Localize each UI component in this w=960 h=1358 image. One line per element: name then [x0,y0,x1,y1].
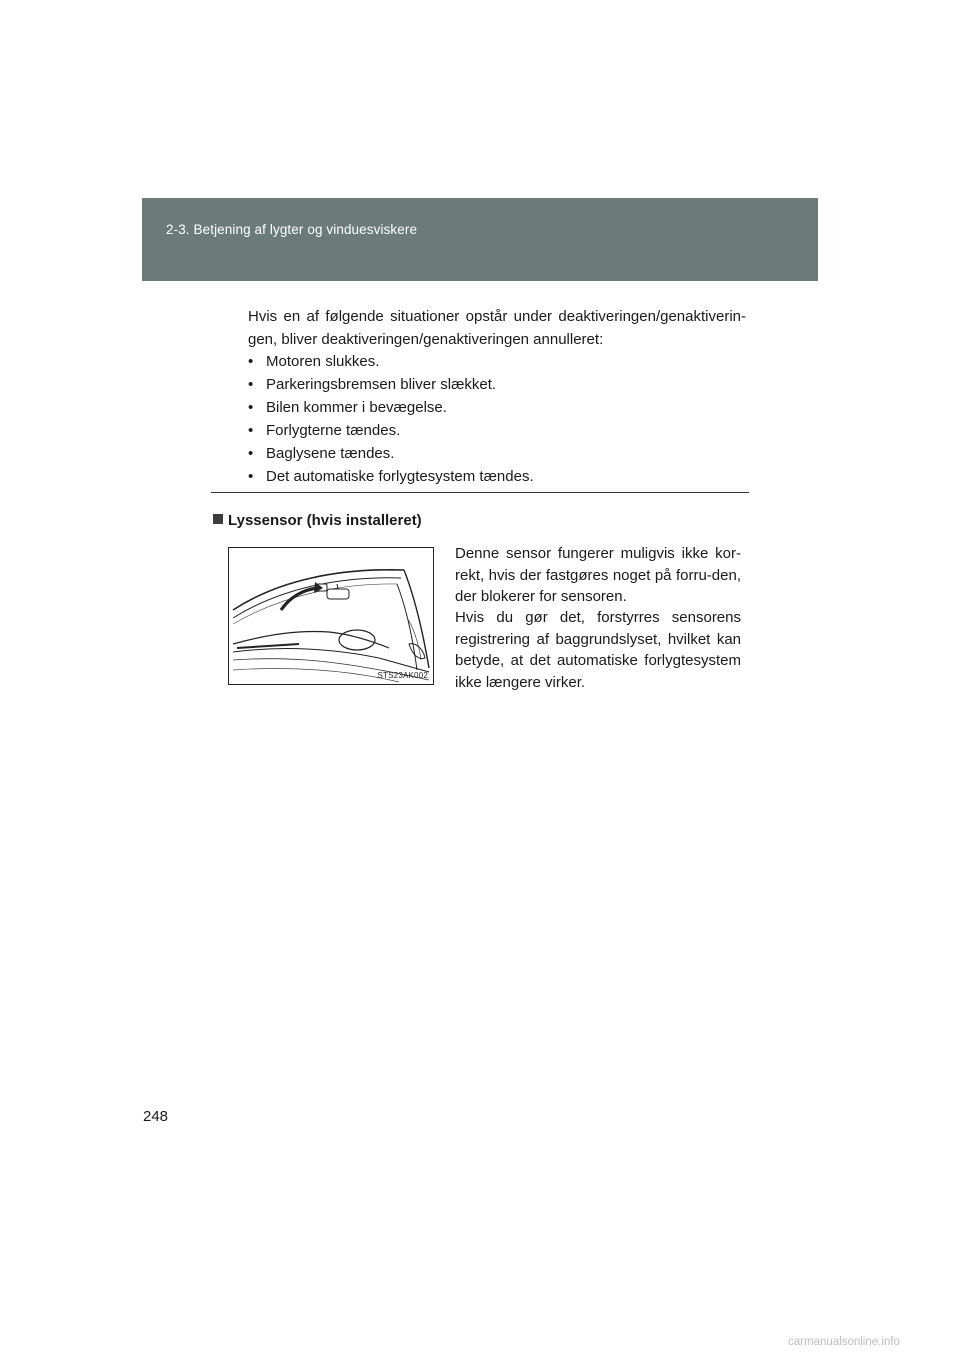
bullet-marker: • [248,445,254,462]
sensor-paragraph-1: Denne sensor fungerer muligvis ikke kor-rekt, hvis der fastgøres noget på forru-den, der blokerer for sensoren. [455,545,741,605]
list-item-text: Baglysene tændes. [266,445,395,462]
list-item [248,396,746,419]
condition-list [248,350,746,488]
watermark: carmanualsonline.info [788,1336,900,1348]
page-number: 248 [143,1108,169,1125]
list-item [248,373,746,396]
windshield-drawing [229,548,435,686]
bullet-marker: • [248,376,254,393]
list-item-text: Bilen kommer i bevægelse. [266,399,447,416]
bullet-marker: • [248,422,254,439]
intro-paragraph: Hvis en af følgende situationer opstår under deaktiveringen/genaktiverin-gen, bliver deaktiveringen/genaktiveringen annulleret: [248,308,746,348]
section-heading [213,512,422,529]
list-item [248,350,746,373]
section-header-band [142,198,818,281]
section-heading-text: Lyssensor (hvis installeret) [228,512,422,529]
bullet-marker: • [248,468,254,485]
section-divider [211,492,749,493]
bullet-marker: • [248,399,254,416]
list-item [248,442,746,465]
figure-code: STS23AK002 [377,671,428,680]
list-item [248,465,746,488]
bullet-marker: • [248,353,254,370]
windshield-sensor-illustration [228,547,434,685]
section-title: 2-3. Betjening af lygter og vinduesviskere [166,222,418,237]
list-item-text: Parkeringsbremsen bliver slækket. [266,376,497,393]
list-item-text: Det automatiske forlygtesystem tændes. [266,468,534,485]
list-item [248,419,746,442]
square-bullet-icon [213,514,223,524]
sensor-paragraph-2: Hvis du gør det, forstyrres sensorens registrering af baggrundslyset, hvilket kan betyde, at det automatiske forlygtesystem ikke længere virker. [455,609,741,691]
list-item-text: Forlygterne tændes. [266,422,401,439]
list-item-text: Motoren slukkes. [266,353,380,370]
